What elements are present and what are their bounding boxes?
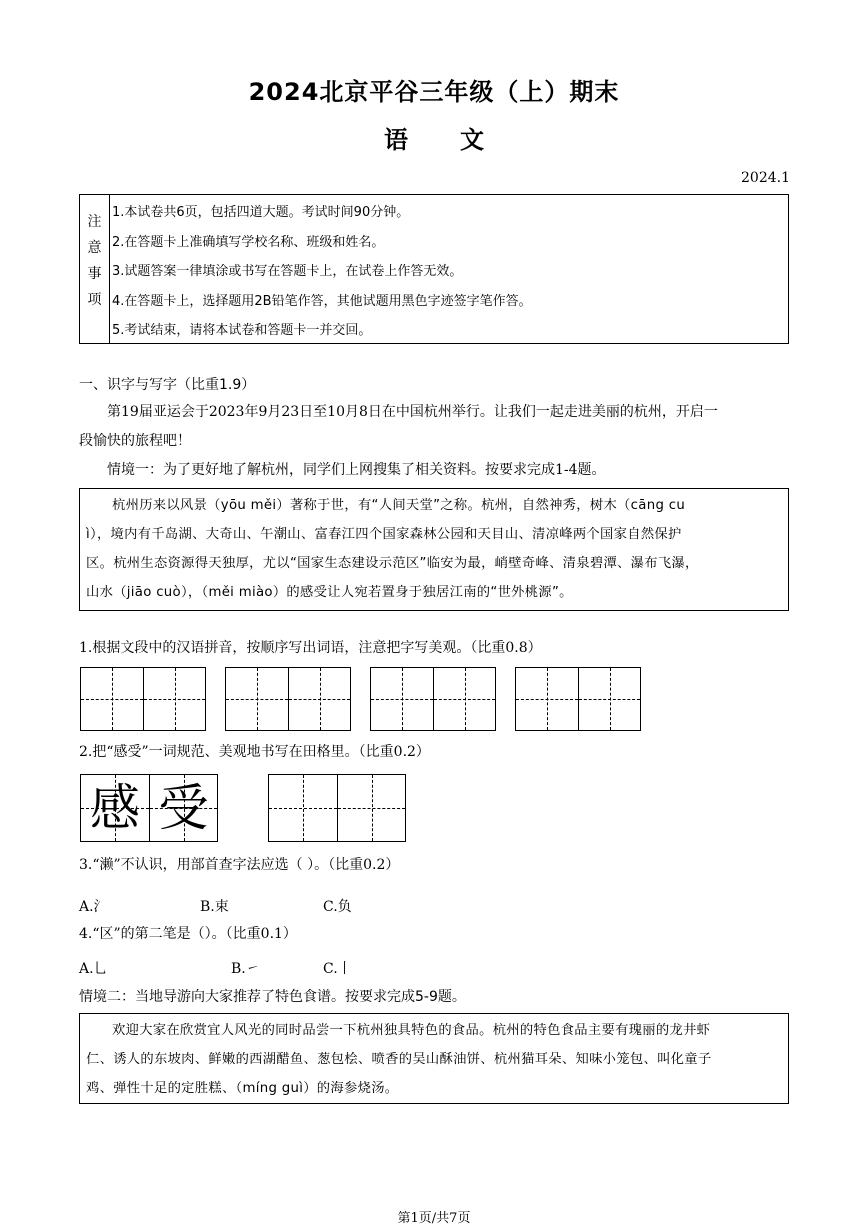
q4-option-a[interactable]: A.乚 <box>79 961 108 977</box>
answer-grid[interactable] <box>268 774 406 842</box>
question-3: 3.“濑”不认识，用部首查字法应选（ ）。（比重0.2） <box>79 857 400 873</box>
intro-line: 段愉快的旅程吧！ <box>79 433 191 449</box>
passage-two <box>79 1013 789 1104</box>
section-heading: 一、识字与写字（比重1.9） <box>79 377 256 393</box>
subject-title <box>0 120 868 155</box>
passage-line: 鸡、弹性十足的定胜糕、（míng guì）的海参烧汤。 <box>86 1081 399 1096</box>
exam-title: 2024北京平谷三年级（上）期末 <box>248 78 620 106</box>
q3-option-b[interactable]: B.束 <box>200 899 229 915</box>
notice-item: 4.在答题卡上，选择题用2B铅笔作答，其他试题用黑色字迹签字笔作答。 <box>112 293 532 309</box>
passage-line: ì），境内有千岛湖、大奇山、午潮山、富春江四个国家森林公园和天目山、清凉峰两个国家自然保护 <box>86 527 682 542</box>
passage-line: 仁、诱人的东坡肉、鲜嫩的西湖醋鱼、葱包桧、喷香的吴山酥油饼、杭州猫耳朵、知味小笼包、叫化童子 <box>86 1052 712 1067</box>
passage-line: 杭州历来以风景（yōu měi）著称于世，有“人间天堂”之称。杭州，自然神秀，树木（cāng cu <box>112 498 686 513</box>
subject-char: 语 <box>384 126 408 154</box>
passage-line: 山水（jiāo cuò），（měi miào）的感受让人宛若置身于独居江南的“世外桃源”。 <box>86 585 573 600</box>
notice-item: 5.考试结束，请将本试卷和答题卡一并交回。 <box>112 323 372 338</box>
question-2: 2.把“感受”一词规范、美观地书写在田格里。（比重0.2） <box>79 744 430 760</box>
exam-date: 2024.1 <box>741 170 790 186</box>
question-4: 4.“区”的第二笔是（）。（比重0.1） <box>79 926 297 942</box>
notice-label-char: 事 <box>87 266 102 282</box>
notice-box <box>79 194 789 344</box>
passage-one <box>79 488 789 611</box>
sample-grid <box>80 774 218 842</box>
q3-option-a[interactable]: A.氵 <box>79 899 108 915</box>
writing-grid-1[interactable] <box>80 667 206 731</box>
notice-label-char: 项 <box>87 292 102 308</box>
writing-grid-4[interactable] <box>515 667 641 731</box>
scene-one: 情境一：为了更好地了解杭州，同学们上网搜集了相关资料。按要求完成1-4题。 <box>107 462 606 478</box>
sample-char: 受 <box>158 779 209 837</box>
notice-item: 2.在答题卡上准确填写学校名称、班级和姓名。 <box>112 234 385 250</box>
scene-two: 情境二：当地导游向大家推荐了特色食谱。按要求完成5-9题。 <box>79 989 466 1005</box>
writing-grid-2[interactable] <box>225 667 351 731</box>
notice-label-char: 意 <box>87 240 102 256</box>
q4-option-c[interactable]: C.丨 <box>323 961 352 977</box>
notice-item: 3.试题答案一律填涂或书写在答题卡上，在试卷上作答无效。 <box>112 264 463 279</box>
notice-label-char: 注 <box>87 214 102 230</box>
page-number: 第1页/共7页 <box>397 1211 471 1226</box>
notice-label <box>80 195 110 343</box>
intro-line: 第19届亚运会于2023年9月23日至10月8日在中国杭州举行。让我们一起走进美丽的杭州，开启一 <box>107 404 718 420</box>
notice-list <box>112 198 532 346</box>
passage-line: 区。杭州生态资源得天独厚，尤以“国家生态建设示范区”临安为最，峭壁奇峰、清泉碧潭、瀑布飞瀑， <box>86 556 699 571</box>
passage-line: 欢迎大家在欣赏宜人风光的同时品尝一下杭州独具特色的食品。杭州的特色食品主要有瑰丽的龙井虾 <box>112 1023 711 1038</box>
q3-option-c[interactable]: C.负 <box>323 899 352 915</box>
question-1: 1.根据文段中的汉语拼音，按顺序写出词语，注意把字写美观。（比重0.8） <box>79 640 542 656</box>
q4-option-b[interactable]: B.㇀ <box>231 961 260 977</box>
sample-char: 感 <box>90 779 140 837</box>
writing-grid-3[interactable] <box>370 667 496 731</box>
notice-item: 1.本试卷共6页，包括四道大题。考试时间90分钟。 <box>112 205 410 220</box>
subject-char: 文 <box>460 126 484 154</box>
